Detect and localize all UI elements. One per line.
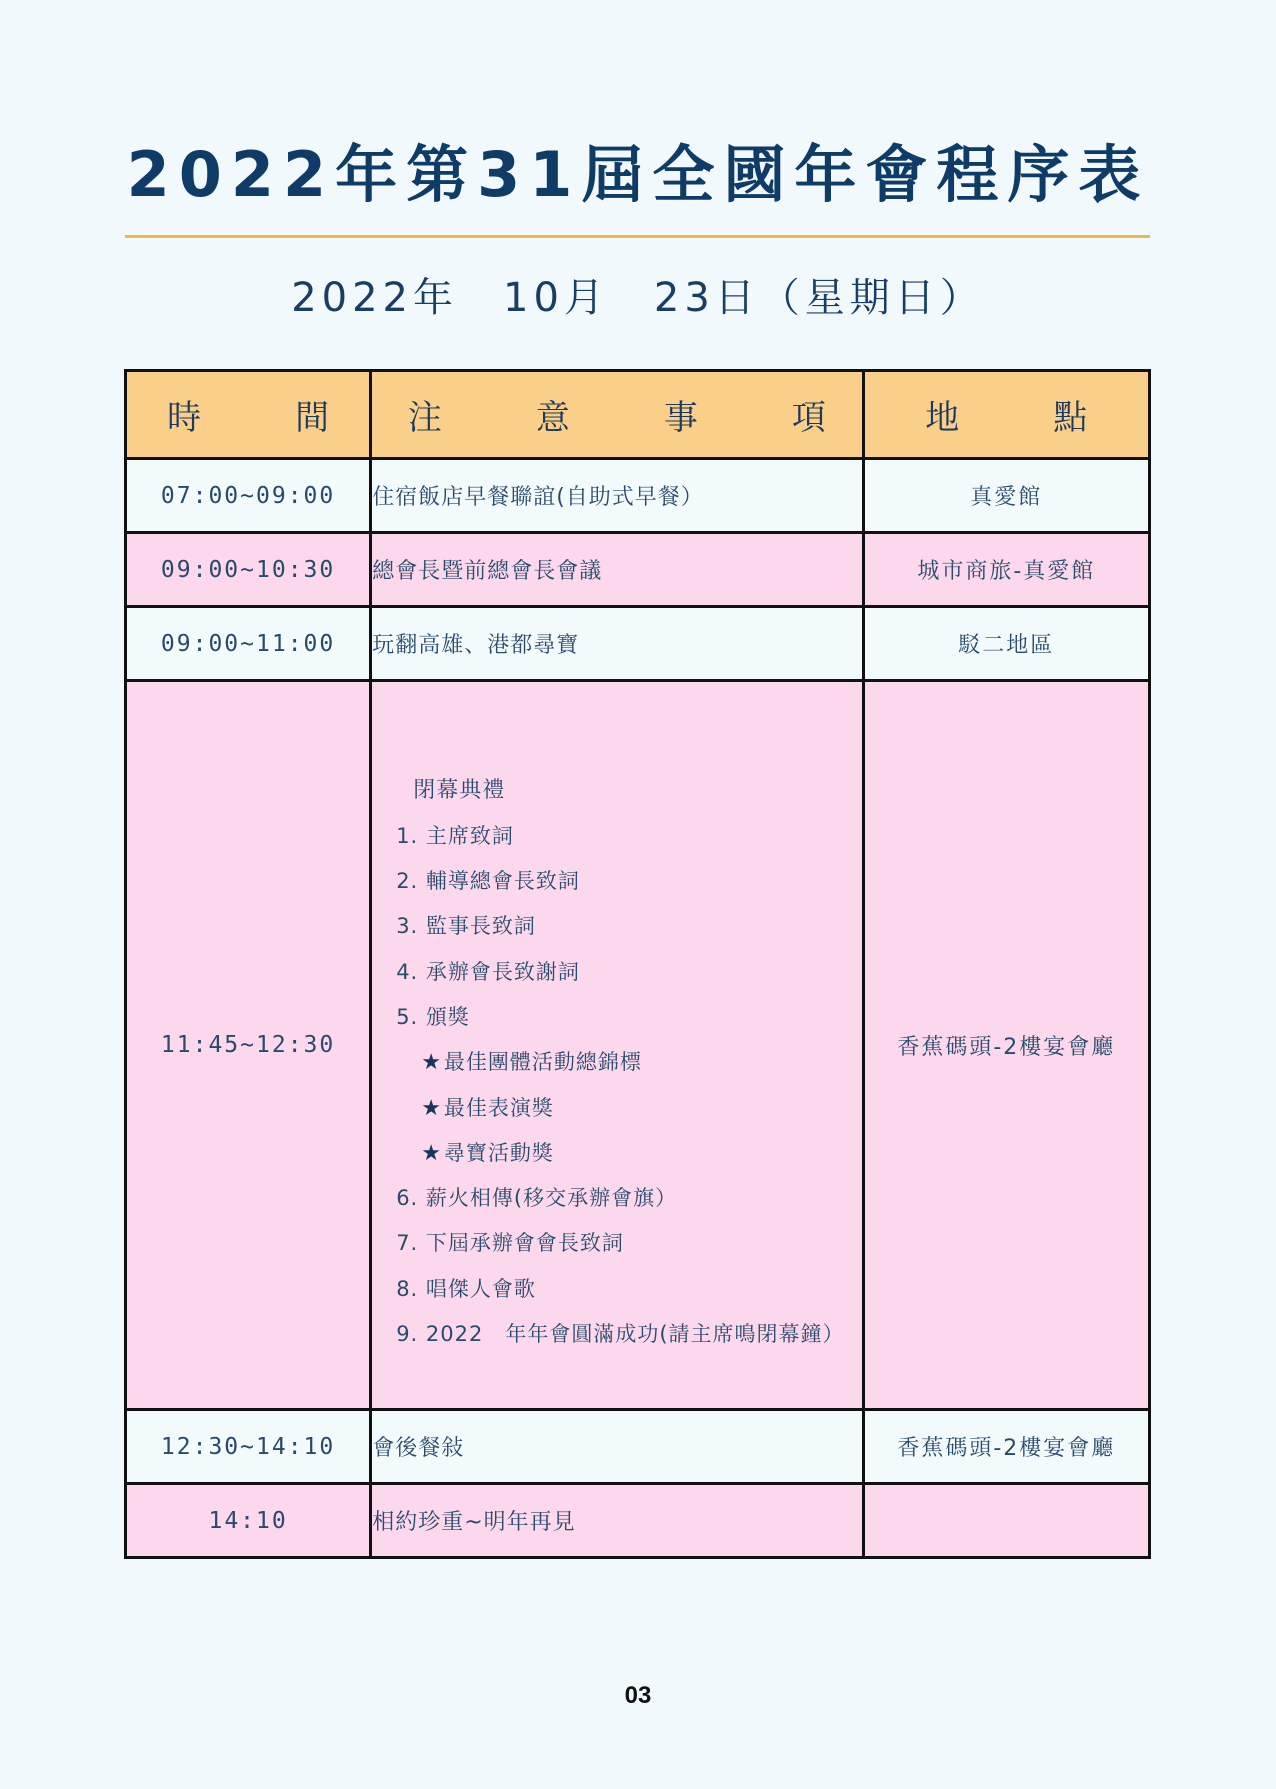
event-date: 2022年 10月 23日（星期日）: [291, 275, 985, 321]
list-item: 5. 頒獎: [396, 1004, 470, 1029]
star-icon: ★: [421, 1095, 442, 1121]
row-note: 會後餐敍: [371, 1410, 863, 1484]
row-time: 09:00~11:00: [126, 607, 371, 681]
row-place: 城市商旅-真愛館: [863, 533, 1149, 607]
list-item-award: ★最佳團體活動總錦標: [421, 1050, 642, 1076]
header-time: 時 間: [126, 371, 371, 459]
list-item: 1. 主席致詞: [396, 823, 514, 848]
document-title: 2022年第31屆全國年會程序表: [126, 138, 1150, 211]
list-item: 4. 承辦會長致謝詞: [396, 959, 580, 984]
title-divider: [125, 235, 1150, 238]
table-row-closing-ceremony: [126, 681, 1150, 1410]
row-time: 14:10: [126, 1484, 371, 1558]
header-place: 地 點: [863, 371, 1149, 459]
table-row: [126, 1410, 1150, 1484]
table-row: [126, 533, 1150, 607]
page-number: 03: [624, 1682, 652, 1709]
row-time: 09:00~10:30: [126, 533, 371, 607]
row-note: 相約珍重~明年再見: [371, 1484, 863, 1558]
list-item: 7. 下屆承辦會會長致詞: [396, 1231, 624, 1256]
schedule-table: [124, 369, 1151, 1559]
list-item: 6. 薪火相傳(移交承辦會旗）: [396, 1186, 678, 1211]
row-time: 11:45~12:30: [126, 681, 371, 1410]
row-note: 玩翻高雄、港都尋寶: [371, 607, 863, 681]
ceremony-agenda-list: [372, 814, 861, 1358]
ceremony-title: 閉幕典禮: [413, 777, 506, 803]
row-time: 07:00~09:00: [126, 459, 371, 533]
row-note: 住宿飯店早餐聯誼(自助式早餐）: [371, 459, 863, 533]
closing-ceremony-details: [371, 681, 863, 1410]
list-item: 2. 輔導總會長致詞: [396, 869, 580, 894]
star-icon: ★: [421, 1050, 442, 1076]
table-row: [126, 1484, 1150, 1558]
table-row: [126, 607, 1150, 681]
list-item: 8. 唱傑人會歌: [396, 1276, 536, 1301]
list-item-award: ★最佳表演獎: [421, 1095, 554, 1121]
list-item: 3. 監事長致詞: [396, 914, 536, 939]
star-icon: ★: [421, 1140, 442, 1166]
row-note: 總會長暨前總會長會議: [371, 533, 863, 607]
row-place: 真愛館: [863, 459, 1149, 533]
header-note: 注 意 事 項: [371, 371, 863, 459]
list-item: 9. 2022 年年會圓滿成功(請主席鳴閉幕鐘）: [396, 1321, 845, 1346]
row-place: 駁二地區: [863, 607, 1149, 681]
table-row: [126, 459, 1150, 533]
row-place: 香蕉碼頭-2樓宴會廳: [863, 1410, 1149, 1484]
table-header-row: [126, 371, 1150, 459]
list-item-award: ★尋寶活動獎: [421, 1140, 554, 1166]
row-time: 12:30~14:10: [126, 1410, 371, 1484]
row-place: [863, 1484, 1149, 1558]
row-place: 香蕉碼頭-2樓宴會廳: [863, 681, 1149, 1410]
